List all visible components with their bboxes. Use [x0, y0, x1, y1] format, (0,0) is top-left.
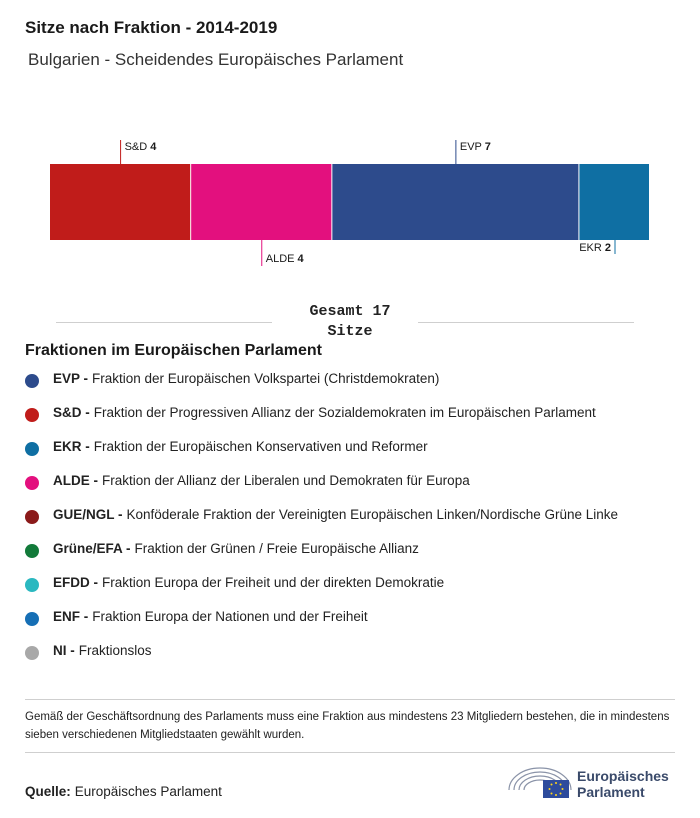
european-parliament-logo [505, 760, 680, 804]
logo-line-1: Europäisches [577, 768, 669, 784]
chart-title: Sitze nach Fraktion - 2014-2019 [25, 18, 278, 37]
legend-abbr: S&D - [53, 405, 90, 420]
legend-abbr: Grüne/EFA - [53, 541, 131, 556]
legend-title: Fraktionen im Europäischen Parlament [25, 342, 322, 359]
legend-name: Fraktion der Grünen / Freie Europäische Allianz [134, 541, 419, 556]
legend-name: Fraktion Europa der Nationen und der Freiheit [92, 609, 368, 624]
legend-abbr: EKR - [53, 439, 90, 454]
legend-dot [25, 510, 39, 524]
legend-dot [25, 578, 39, 592]
legend-name: Fraktion der Europäischen Volkspartei (Christdemokraten) [92, 371, 440, 386]
legend-dot [25, 442, 39, 456]
footnote: Gemäß der Geschäftsordnung des Parlaments muss eine Fraktion aus mindestens 23 Mitgliedern bestehen, die in mindestens sieben verschiedenen Mitgliedstaaten gewählt wurden. [25, 711, 670, 741]
total-divider-left [56, 322, 272, 323]
chart-subtitle: Bulgarien - Scheidendes Europäisches Parlament [28, 50, 404, 69]
legend-item [25, 643, 618, 677]
bar-segment-evp [332, 164, 578, 240]
bar-segment-alde [191, 164, 331, 240]
bar-label-sd: S&D 4 [124, 141, 157, 153]
legend-item [25, 439, 618, 473]
total-seats [270, 302, 430, 342]
note-divider-bottom [25, 752, 675, 753]
bar-segment-sd [50, 164, 190, 240]
legend-item [25, 507, 618, 541]
total-divider-right [418, 322, 634, 323]
legend-dot [25, 646, 39, 660]
legend-item [25, 473, 618, 507]
legend-name: Fraktion der Allianz der Liberalen und Demokraten für Europa [102, 473, 470, 488]
legend-item [25, 541, 618, 575]
legend-abbr: GUE/NGL - [53, 507, 123, 522]
legend-abbr: ENF - [53, 609, 89, 624]
legend-dot [25, 544, 39, 558]
legend-item [25, 405, 618, 439]
source-label: Quelle: [25, 784, 71, 799]
source-line [25, 784, 222, 799]
legend-item [25, 609, 618, 643]
legend-abbr: EVP - [53, 371, 89, 386]
legend-abbr: NI - [53, 643, 75, 658]
legend-name: Fraktion der Progressiven Allianz der Sozialdemokraten im Europäischen Parlament [93, 405, 596, 420]
group-legend [25, 371, 618, 677]
logo-wordmark [577, 768, 669, 800]
total-label: Gesamt 17 [309, 303, 391, 320]
legend-item [25, 575, 618, 609]
legend-name: Fraktion der Europäischen Konservativen und Reformer [93, 439, 428, 454]
bar-label-alde: ALDE 4 [265, 253, 304, 265]
parliament-hemicycle-icon [505, 760, 575, 804]
legend-name: Fraktionslos [78, 643, 152, 658]
bar-label-ekr: EKR 2 [579, 242, 611, 254]
bar-segment-ekr [579, 164, 649, 240]
legend-item [25, 371, 618, 405]
logo-line-2: Parlament [577, 784, 645, 800]
seat-bar-chart [0, 120, 700, 290]
legend-dot [25, 476, 39, 490]
legend-name: Fraktion Europa der Freiheit und der direkten Demokratie [102, 575, 445, 590]
note-divider-top [25, 699, 675, 700]
legend-dot [25, 374, 39, 388]
source-value: Europäisches Parlament [74, 784, 222, 799]
total-unit: Sitze [327, 323, 373, 340]
legend-dot [25, 408, 39, 422]
legend-abbr: EFDD - [53, 575, 98, 590]
legend-abbr: ALDE - [53, 473, 98, 488]
bar-label-evp: EVP 7 [459, 141, 491, 153]
legend-dot [25, 612, 39, 626]
legend-name: Konföderale Fraktion der Vereinigten Europäischen Linken/Nordische Grüne Linke [126, 507, 619, 522]
